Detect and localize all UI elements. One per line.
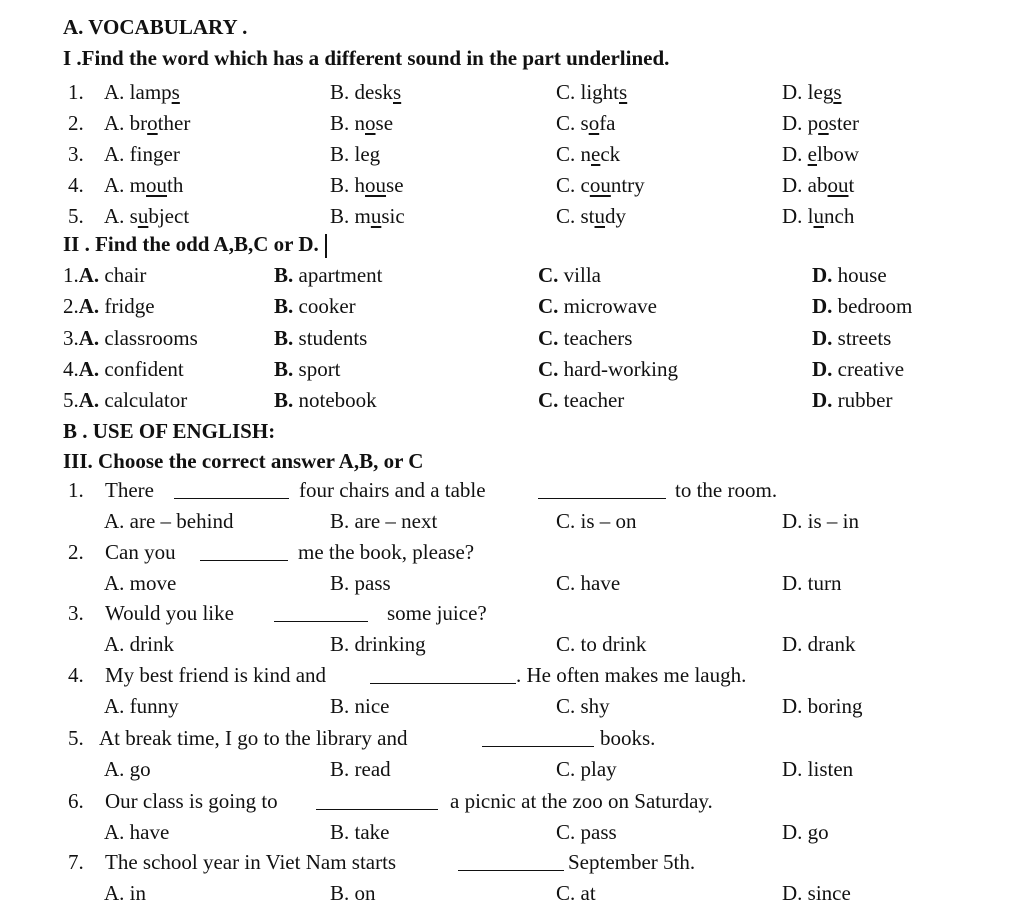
- option-letter: A.: [78, 388, 100, 413]
- item-number: 6.: [68, 789, 84, 813]
- question-text: Can you: [105, 540, 176, 564]
- option-letter: C.: [538, 388, 559, 413]
- option-d: D. go: [782, 820, 829, 844]
- item-number: 1.: [68, 478, 84, 502]
- underlined-sound: u: [813, 204, 824, 228]
- item-number: 5.: [68, 204, 84, 228]
- option-a: 1.A. chair: [63, 263, 147, 287]
- answer-blank: [458, 852, 564, 871]
- option-letter: D.: [812, 356, 833, 381]
- option-d: D. bedroom: [812, 294, 913, 319]
- option-c: C. study: [556, 204, 627, 228]
- option-a: A. mouth: [104, 173, 184, 197]
- question-text: me the book, please?: [298, 540, 475, 564]
- option-d: D. poster: [782, 111, 859, 135]
- option-letter: D.: [812, 263, 833, 287]
- question-text: Would you like: [105, 601, 234, 625]
- option-letter: D.: [812, 325, 833, 350]
- option-d: D. house: [812, 263, 887, 287]
- option-b: B. music: [330, 204, 405, 228]
- option-a: A. in: [104, 881, 146, 905]
- underlined-sound: ou: [146, 173, 167, 197]
- underlined-sound: ou: [827, 173, 849, 197]
- question-text: Our class is going to: [105, 789, 278, 813]
- option-letter: D.: [812, 294, 833, 319]
- option-c: C. hard-working: [538, 356, 678, 381]
- underlined-sound: u: [370, 204, 382, 228]
- option-a: A. finger: [104, 142, 180, 166]
- answer-blank: [482, 728, 594, 747]
- underlined-sound: o: [147, 111, 158, 135]
- underlined-sound: g: [153, 142, 164, 166]
- option-c: C. teachers: [538, 325, 633, 350]
- question-text: The school year in Viet Nam starts: [105, 850, 397, 874]
- option-a: 5.A. calculator: [63, 388, 188, 413]
- option-d: D. turn: [782, 571, 842, 595]
- underlined-sound: ou: [589, 173, 611, 197]
- question-text: books.: [600, 726, 656, 750]
- underlined-sound: g: [369, 142, 381, 166]
- option-letter: A.: [78, 356, 100, 381]
- option-d: D. drank: [782, 632, 856, 656]
- option-c: C. neck: [556, 142, 621, 166]
- option-b: B. are – next: [330, 509, 438, 533]
- option-c: C. is – on: [556, 509, 637, 533]
- option-c: C. pass: [556, 820, 617, 844]
- option-letter: B.: [274, 388, 294, 413]
- option-letter: B.: [274, 356, 294, 381]
- option-c: C. lights: [556, 80, 628, 104]
- option-c: C. have: [556, 571, 621, 595]
- item-number: 1.: [68, 80, 84, 104]
- underlined-sound: u: [137, 204, 149, 228]
- underlined-sound: u: [594, 204, 606, 228]
- option-b: B. sport: [274, 356, 341, 381]
- question-text: . He often makes me laugh.: [516, 663, 747, 687]
- question-text: some juice?: [387, 601, 487, 625]
- option-d: D. streets: [812, 325, 892, 350]
- option-letter: B.: [274, 325, 294, 350]
- question-text: There: [105, 478, 154, 502]
- underlined-sound: ou: [365, 173, 387, 197]
- option-b: B. on: [330, 881, 376, 905]
- option-b: B. house: [330, 173, 404, 197]
- option-letter: B.: [274, 294, 294, 319]
- text-cursor: [325, 234, 327, 258]
- option-a: A. are – behind: [104, 509, 234, 533]
- option-b: B. leg: [330, 142, 381, 166]
- option-a: A. brother: [104, 111, 191, 135]
- option-c: C. to drink: [556, 632, 647, 656]
- answer-blank: [200, 542, 288, 561]
- answer-blank: [370, 665, 516, 684]
- option-c: C. play: [556, 757, 617, 781]
- item-number: 2.: [68, 540, 84, 564]
- underlined-sound: e: [807, 142, 817, 166]
- answer-blank: [316, 791, 438, 810]
- answer-blank: [274, 603, 368, 622]
- part1-heading: I .Find the word which has a different sound in the part underlined.: [63, 46, 670, 70]
- option-letter: B.: [274, 263, 294, 287]
- option-a: A. subject: [104, 204, 190, 228]
- question-text: a picnic at the zoo on Saturday.: [450, 789, 713, 813]
- option-d: D. lunch: [782, 204, 855, 228]
- option-letter: C.: [538, 294, 559, 319]
- part3-heading: III. Choose the correct answer A,B, or C: [63, 449, 424, 473]
- option-b: B. pass: [330, 571, 391, 595]
- item-number: 4.: [68, 173, 84, 197]
- option-b: B. apartment: [274, 263, 383, 287]
- item-number: 5.: [68, 726, 84, 750]
- option-c: C. villa: [538, 263, 601, 287]
- option-a: 4.A. confident: [63, 356, 184, 381]
- option-d: D. boring: [782, 694, 863, 718]
- item-number: 3.: [68, 601, 84, 625]
- item-number: 3.: [68, 142, 84, 166]
- option-letter: A.: [78, 294, 100, 319]
- question-text: At break time, I go to the library and: [99, 726, 408, 750]
- option-b: B. desks: [330, 80, 402, 104]
- underlined-sound: e: [591, 142, 601, 166]
- option-a: A. go: [104, 757, 151, 781]
- option-d: D. about: [782, 173, 855, 197]
- underlined-sound: o: [588, 111, 600, 135]
- section-b-title: B . USE OF ENGLISH:: [63, 419, 276, 443]
- option-b: B. nice: [330, 694, 390, 718]
- option-letter: C.: [538, 325, 559, 350]
- option-letter: D.: [812, 388, 833, 413]
- option-a: 3.A. classrooms: [63, 325, 198, 350]
- option-d: D. is – in: [782, 509, 860, 533]
- option-b: B. students: [274, 325, 368, 350]
- option-c: C. microwave: [538, 294, 657, 319]
- underlined-sound: s: [393, 80, 402, 104]
- question-text: My best friend is kind and: [105, 663, 327, 687]
- option-d: D. legs: [782, 80, 842, 104]
- option-letter: A.: [78, 263, 100, 287]
- option-letter: A.: [78, 325, 100, 350]
- underlined-sound: o: [818, 111, 829, 135]
- underlined-sound: s: [171, 80, 180, 104]
- option-c: C. at: [556, 881, 596, 905]
- underlined-sound: s: [619, 80, 628, 104]
- option-a: 2.A. fridge: [63, 294, 155, 319]
- option-d: D. since: [782, 881, 851, 905]
- option-d: D. listen: [782, 757, 854, 781]
- option-b: B. nose: [330, 111, 394, 135]
- option-d: D. elbow: [782, 142, 859, 166]
- option-a: A. have: [104, 820, 170, 844]
- question-text: to the room.: [675, 478, 778, 502]
- option-a: A. drink: [104, 632, 174, 656]
- option-d: D. rubber: [812, 388, 893, 413]
- option-c: C. sofa: [556, 111, 616, 135]
- option-c: C. teacher: [538, 388, 625, 413]
- section-a-title: A. VOCABULARY .: [63, 15, 248, 39]
- option-b: B. drinking: [330, 632, 426, 656]
- option-b: B. take: [330, 820, 390, 844]
- underlined-sound: s: [833, 80, 842, 104]
- option-letter: C.: [538, 263, 559, 287]
- option-a: A. lamps: [104, 80, 180, 104]
- answer-blank: [538, 480, 666, 499]
- underlined-sound: o: [365, 111, 376, 135]
- option-letter: C.: [538, 356, 559, 381]
- option-c: C. shy: [556, 694, 610, 718]
- option-b: B. read: [330, 757, 391, 781]
- item-number: 2.: [68, 111, 84, 135]
- option-d: D. creative: [812, 356, 905, 381]
- option-c: C. country: [556, 173, 645, 197]
- item-number: 7.: [68, 850, 84, 874]
- answer-blank: [174, 480, 289, 499]
- option-b: B. notebook: [274, 388, 377, 413]
- option-b: B. cooker: [274, 294, 356, 319]
- part2-heading: II . Find the odd A,B,C or D.: [63, 231, 327, 258]
- question-text: September 5th.: [568, 850, 696, 874]
- question-text: four chairs and a table: [299, 478, 486, 502]
- option-a: A. funny: [104, 694, 179, 718]
- item-number: 4.: [68, 663, 84, 687]
- option-a: A. move: [104, 571, 177, 595]
